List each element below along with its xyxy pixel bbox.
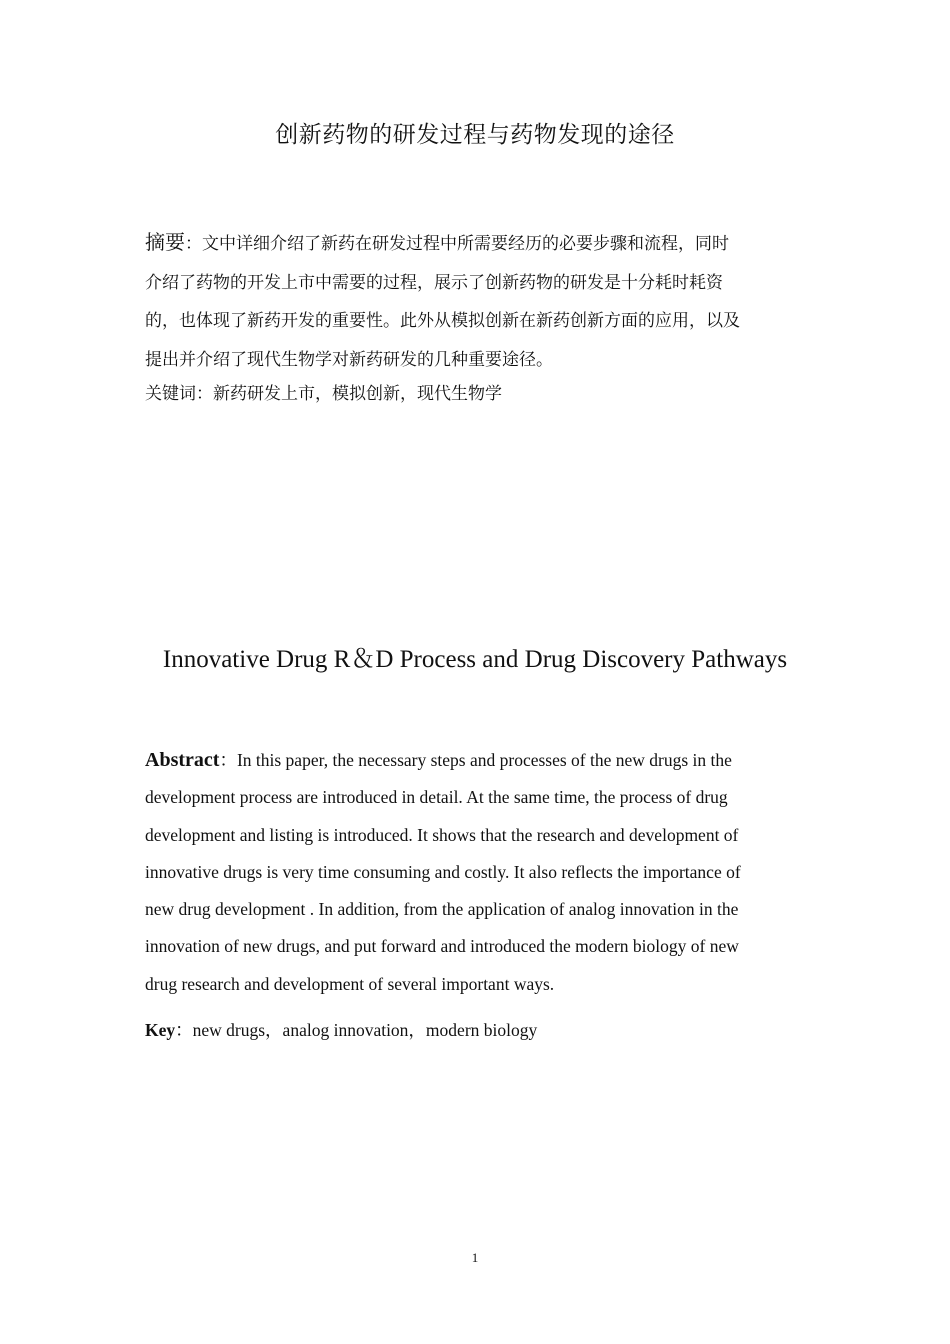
chinese-keywords: 关键词：新药研发上市，模拟创新，现代生物学: [145, 384, 502, 404]
english-keywords: [145, 1015, 805, 1045]
page-number: 1: [471, 1250, 479, 1265]
english-abstract: [145, 742, 810, 1003]
english-abstract-line-3: development and listing is introduced. It shows that the research and development of: [145, 824, 739, 845]
english-abstract-label: Abstract: [145, 749, 220, 771]
english-title: Innovative Drug R＆D Process and Drug Discovery Pathways: [162, 646, 788, 673]
chinese-abstract-line-3: 的，也体现了新药开发的重要性。此外从模拟创新在新药创新方面的应用，以及: [145, 311, 740, 331]
chinese-title: 创新药物的研发过程与药物发现的途径: [275, 122, 675, 148]
chinese-abstract-line-2: 介绍了药物的开发上市中需要的过程，展示了创新药物的研发是十分耗时耗资: [145, 272, 723, 293]
chinese-abstract-line-1: [145, 223, 813, 264]
english-abstract-text-1: In this paper, the necessary steps and processes of the new drugs in the: [236, 750, 732, 770]
chinese-abstract-text-1: 文中详细介绍了新药在研发过程中所需要经历的必要步骤和流程，同时: [202, 234, 729, 254]
english-abstract-line-7: drug research and development of several important ways.: [145, 973, 555, 994]
chinese-abstract-label: 摘要: [145, 230, 185, 254]
english-abstract-line-4: innovative drugs is very time consuming and costly. It also reflects the importance of: [145, 861, 741, 882]
english-abstract-colon: ：: [219, 750, 237, 770]
english-abstract-line-6: innovation of new drugs, and put forward and introduced the modern biology of new: [145, 936, 739, 957]
english-abstract-line-5: new drug development . In addition, from the application of analog innovation in the: [145, 899, 739, 920]
english-keywords-label: Key: [145, 1020, 176, 1040]
english-abstract-line-1: [145, 742, 810, 779]
chinese-abstract-colon: ：: [185, 234, 202, 254]
english-keywords-text: ：new drugs，analog innovation，modern biology: [175, 1020, 538, 1040]
chinese-abstract-line-4: 提出并介绍了现代生物学对新药研发的几种重要途径。: [145, 349, 553, 370]
english-abstract-line-2: development process are introduced in detail. At the same time, the process of drug: [145, 787, 728, 808]
chinese-abstract: [145, 223, 813, 379]
